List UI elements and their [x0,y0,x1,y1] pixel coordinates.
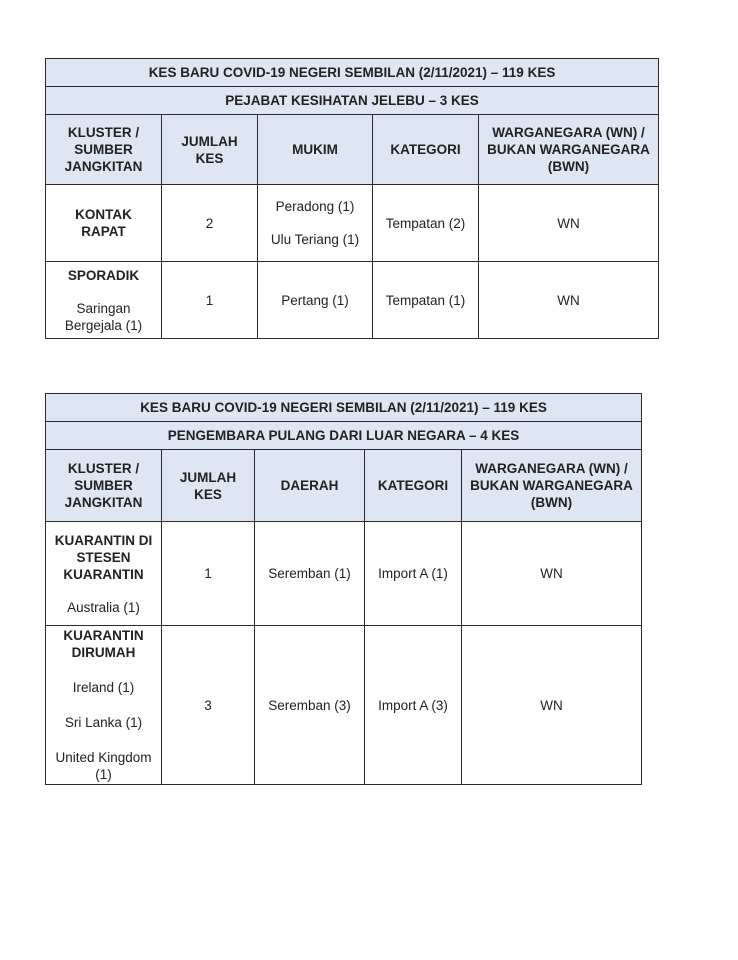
header-jumlah: JUMLAH KES [162,450,255,522]
mukim-cell: Pertang (1) [258,262,373,339]
table-row [46,185,659,262]
header-mukim: MUKIM [258,115,373,185]
wn-cell: WN [462,626,642,785]
mukim-cell [258,185,373,262]
wn-cell: WN [479,262,659,339]
cluster-detail: Saringan Bergejala (1) [64,300,143,333]
header-row [46,450,642,522]
country-item: Australia (1) [67,599,140,615]
table-subtitle: PENGEMBARA PULANG DARI LUAR NEGARA – 4 KES [46,422,642,450]
jumlah-cell: 3 [162,626,255,785]
jumlah-cell: 1 [162,262,258,339]
kategori-cell: Import A (3) [365,626,462,785]
table-subtitle-row [46,87,659,115]
header-daerah: DAERAH [255,450,365,522]
spacer [52,284,155,300]
jelebu-cases-table [45,58,659,339]
spacer [52,696,155,714]
spacer [52,731,155,749]
kategori-cell: Tempatan (1) [373,262,479,339]
header-wn: WARGANEGARA (WN) / BUKAN WARGANEGARA (BWN) [479,115,659,185]
kategori-cell: Tempatan (2) [373,185,479,262]
kategori-cell: Import A (1) [365,522,462,626]
wn-cell: WN [479,185,659,262]
table-subtitle-row [46,422,642,450]
daerah-cell: Seremban (1) [255,522,365,626]
header-jumlah: JUMLAH KES [162,115,258,185]
header-kategori: KATEGORI [373,115,479,185]
spacer [52,661,155,679]
table-row [46,522,642,626]
country-item: United Kingdom (1) [55,750,152,782]
table-title: KES BARU COVID-19 NEGERI SEMBILAN (2/11/2021) – 119 KES [46,394,642,422]
cluster-name: SPORADIK [67,267,140,283]
header-wn: WARGANEGARA (WN) / BUKAN WARGANEGARA (BWN) [462,450,642,522]
table-row [46,626,642,785]
imported-cases-table [45,393,642,785]
cluster-cell [46,626,162,785]
mukim-item: Ulu Teriang (1) [270,232,360,247]
mukim-item: Peradong (1) [275,199,355,214]
header-kategori: KATEGORI [365,450,462,522]
spacer [52,583,155,599]
header-cluster: KLUSTER / SUMBER JANGKITAN [46,450,162,522]
table-subtitle: PEJABAT KESIHATAN JELEBU – 3 KES [46,87,659,115]
table-title-row [46,59,659,87]
jumlah-cell: 2 [162,185,258,262]
spacer [264,215,366,231]
country-item: Sri Lanka (1) [64,715,143,730]
header-cluster: KLUSTER / SUMBER JANGKITAN [46,115,162,185]
table-title: KES BARU COVID-19 NEGERI SEMBILAN (2/11/2021) – 119 KES [46,59,659,87]
table-row [46,262,659,339]
jumlah-cell: 1 [162,522,255,626]
table-title-row [46,394,642,422]
cluster-cell [46,262,162,339]
cluster-name: KUARANTIN DIRUMAH [63,628,144,660]
cluster-cell: KONTAK RAPAT [46,185,162,262]
wn-cell: WN [462,522,642,626]
header-row [46,115,659,185]
daerah-cell: Seremban (3) [255,626,365,785]
cluster-name: KUARANTIN DI STESEN KUARANTIN [54,532,153,582]
cluster-cell [46,522,162,626]
country-item: Ireland (1) [72,680,135,695]
